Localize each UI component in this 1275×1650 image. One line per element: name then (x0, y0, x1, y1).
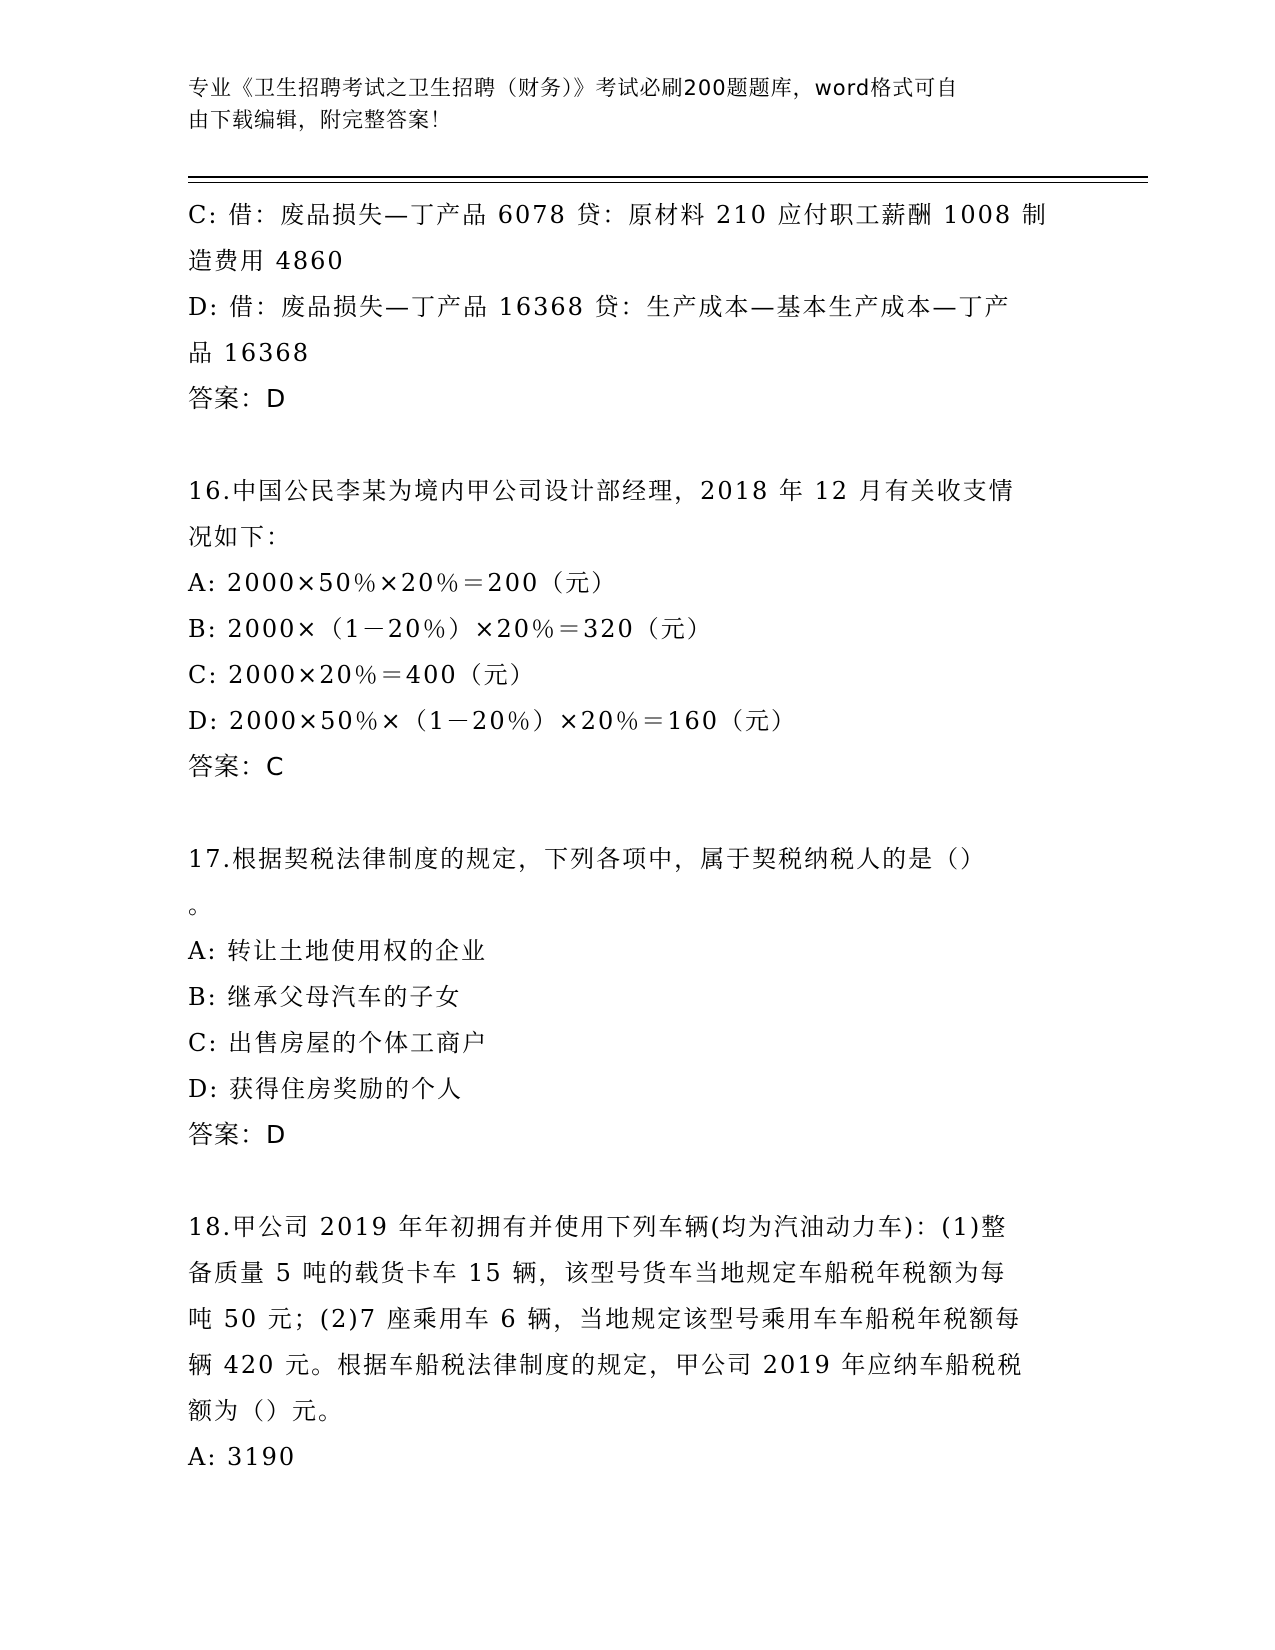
option-b: B: 继承父母汽车的子女 (188, 983, 462, 1011)
option-a: A: 2000×50％×20％＝200（元） (188, 569, 618, 597)
option-a: A: 转让土地使用权的企业 (188, 937, 488, 965)
question-stem: 17.根据契税法律制度的规定，下列各项中，属于契税纳税人的是（） (188, 845, 987, 873)
answer-line: 答案：D (188, 1120, 287, 1149)
question-stem-continued: 辆 420 元。根据车船税法律制度的规定，甲公司 2019 年应纳车船税税 (188, 1351, 1024, 1379)
spacer (188, 1158, 1078, 1204)
option-c-continued: 造费用 4860 (188, 247, 345, 275)
header-rule-thick (188, 176, 1148, 178)
option-c: C: 借：废品损失—丁产品 6078 贷：原材料 210 应付职工薪酬 1008 制 (188, 201, 1048, 229)
question-18 (188, 1204, 1078, 1480)
header-line-2: 由下载编辑，附完整答案！ (188, 108, 452, 132)
spacer (188, 422, 1078, 468)
document-body (188, 192, 1078, 1480)
option-d: D: 2000×50％×（1－20％）×20％＝160（元） (188, 707, 798, 735)
spacer (188, 790, 1078, 836)
option-a: A: 3190 (188, 1443, 297, 1471)
document-header (188, 72, 1078, 136)
header-line-1: 专业《卫生招聘考试之卫生招聘（财务）》考试必刷200题题库，word格式可自 (188, 76, 959, 100)
option-b: B: 2000×（1－20％）×20％＝320（元） (188, 615, 713, 643)
option-c: C: 2000×20％＝400（元） (188, 661, 536, 689)
option-d: D: 获得住房奖励的个人 (188, 1075, 463, 1103)
question-stem-continued: 。 (188, 891, 214, 919)
question-stem-continued: 况如下： (188, 523, 292, 551)
question-stem-continued: 额为（）元。 (188, 1397, 344, 1425)
question-stem: 18.甲公司 2019 年年初拥有并使用下列车辆(均为汽油动力车)：(1)整 (188, 1213, 1008, 1241)
option-d: D: 借：废品损失—丁产品 16368 贷：生产成本—基本生产成本—丁产 (188, 293, 1011, 321)
option-c: C: 出售房屋的个体工商户 (188, 1029, 489, 1057)
question-stem-continued: 备质量 5 吨的载货卡车 15 辆，该型号货车当地规定车船税年税额为每 (188, 1259, 1007, 1287)
answer-line: 答案：D (188, 384, 287, 413)
question-stem: 16.中国公民李某为境内甲公司设计部经理，2018 年 12 月有关收支情 (188, 477, 1015, 505)
question-stem-continued: 吨 50 元；(2)7 座乘用车 6 辆，当地规定该型号乘用车车船税年税额每 (188, 1305, 1022, 1333)
question-16 (188, 468, 1078, 790)
question-17 (188, 836, 1078, 1158)
question-15-tail (188, 192, 1078, 422)
answer-line: 答案：C (188, 752, 285, 781)
header-rule-thin (188, 182, 1148, 183)
option-d-continued: 品 16368 (188, 339, 310, 367)
